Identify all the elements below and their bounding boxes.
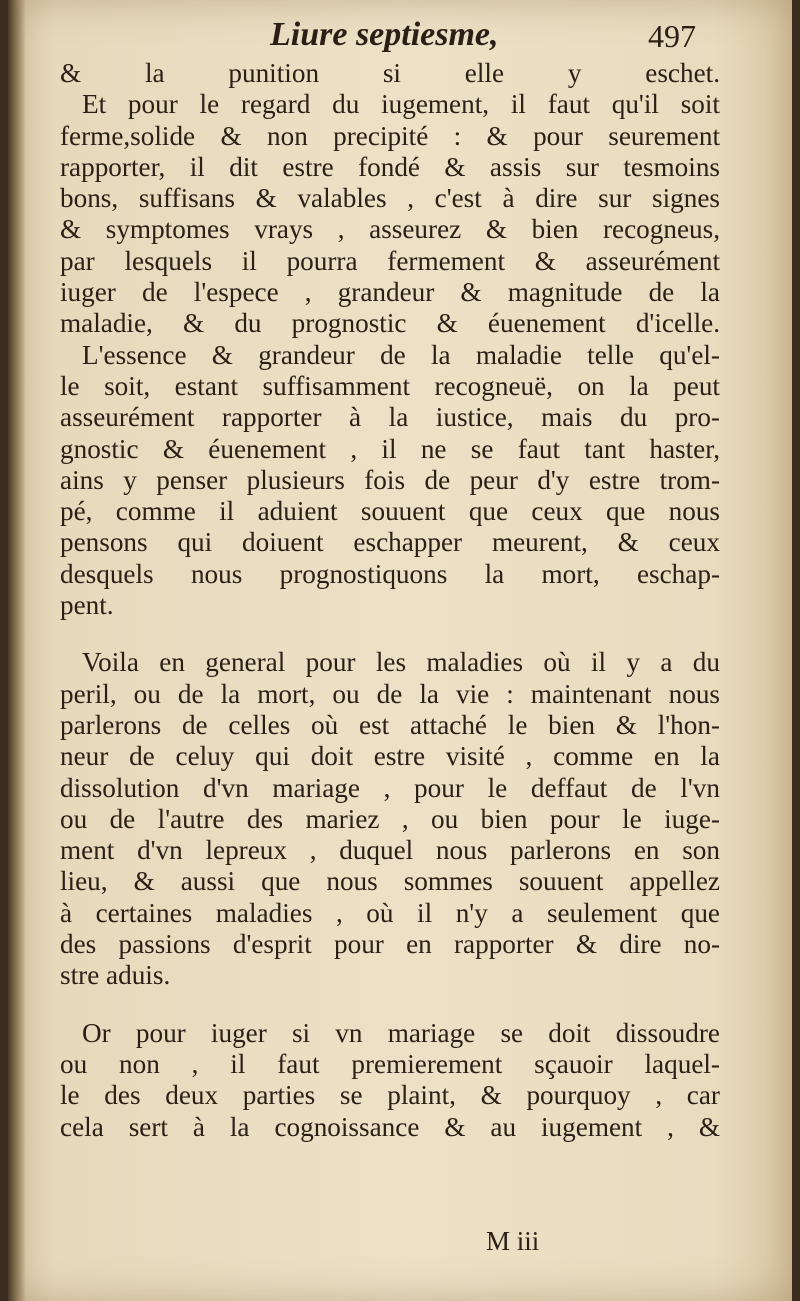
text-line: lieu, & aussi que nous sommes souuent appellez	[60, 866, 720, 897]
book-page	[8, 0, 792, 1301]
text-line: asseurément rapporter à la iustice, mais du pro-	[60, 402, 720, 433]
book-gutter	[8, 0, 26, 1301]
text-line: le soit, estant suffisamment recogneuë, on la peut	[60, 370, 720, 401]
text-line: & la punition si elle y eschet.	[60, 58, 720, 88]
text-line: des passions d'esprit pour en rapporter & dire no-	[60, 929, 720, 960]
text-line: pé, comme il aduient souuent que ceux que nous	[60, 496, 720, 527]
signature-mark: M iii	[486, 1226, 540, 1256]
text-line: cela sert à la cognoissance & au iugement , &	[60, 1111, 720, 1142]
text-line: dissolution d'vn mariage , pour le deffaut de l'vn	[60, 772, 720, 803]
paragraph-gap	[60, 992, 720, 1018]
text-line: bons, suffisans & valables , c'est à dire sur signes	[60, 183, 720, 214]
text-line: le des deux parties se plaint, & pourquoy , car	[60, 1080, 720, 1111]
text-line: ferme,solide & non precipité : & pour seurement	[60, 120, 720, 151]
paragraph-gap	[60, 621, 720, 647]
page-text	[60, 58, 720, 1143]
text-line: pent.	[60, 590, 114, 621]
text-line: parlerons de celles où est attaché le bien & l'hon-	[60, 709, 720, 740]
text-line: Et pour le regard du iugement, il faut qu'il soit	[82, 89, 720, 120]
text-line: iuger de l'espece , grandeur & magnitude de la	[60, 277, 720, 308]
text-line: maladie, & du prognostic & éuenement d'icelle.	[60, 308, 720, 339]
text-line: à certaines maladies , où il n'y a seulement que	[60, 897, 720, 928]
text-line: desquels nous prognostiquons la mort, eschap-	[60, 558, 720, 589]
text-line: stre aduis.	[60, 960, 171, 991]
text-line: Or pour iuger si vn mariage se doit dissoudre	[82, 1017, 720, 1048]
text-line: pensons qui doiuent eschapper meurent, & ceux	[60, 527, 720, 558]
text-line: ou de l'autre des mariez , ou bien pour le iuge-	[60, 803, 720, 834]
text-line: par lesquels il pourra fermement & asseurément	[60, 245, 720, 276]
text-line: ains y penser plusieurs fois de peur d'y estre trom-	[60, 464, 720, 495]
text-line: L'essence & grandeur de la maladie telle qu'el-	[82, 339, 720, 370]
text-line: gnostic & éuenement , il ne se faut tant haster,	[60, 433, 720, 464]
text-line: neur de celuy qui doit estre visité , comme en la	[60, 741, 720, 772]
page-header	[8, 10, 792, 58]
page-number: 497	[648, 18, 696, 54]
text-line: ou non , il faut premierement sçauoir laquel-	[60, 1048, 720, 1079]
text-line: Voila en general pour les maladies où il y a du	[82, 647, 720, 678]
text-line: & symptomes vrays , asseurez & bien recogneus,	[60, 214, 720, 245]
text-line: ment d'vn lepreux , duquel nous parlerons en son	[60, 835, 720, 866]
text-line: rapporter, il dit estre fondé & assis sur tesmoins	[60, 151, 720, 182]
running-head: Liure septiesme,	[270, 16, 499, 53]
text-line: peril, ou de la mort, ou de la vie : maintenant nous	[60, 678, 720, 709]
